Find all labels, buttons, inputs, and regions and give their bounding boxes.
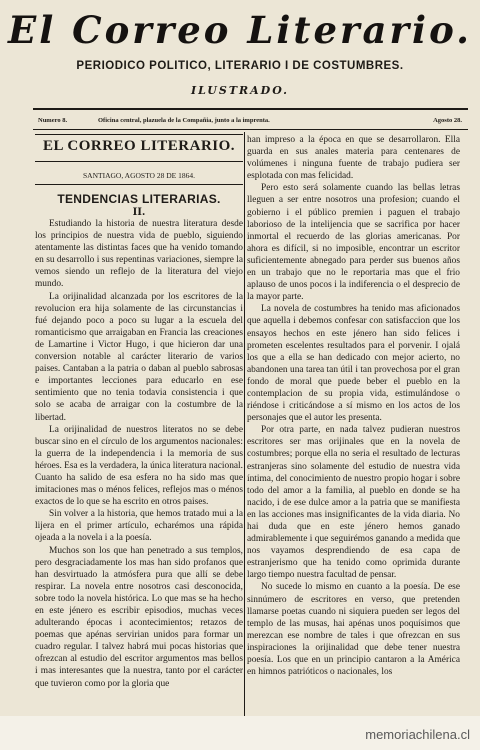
paragraph: Por otra parte, en nada talvez pudieran nuestros escritores ser mas orijinales que en la novela de costumbres; porque ella no seria el resultado de lecturas estranjeras sino solamente del estudio de nuestra vida íntima, del conocimiento de nuestro propio hogar i sobre todo del amor a la familia, al pueblo en donde se ha nacido, i de ese dulce amor a la patria que se manifiesta en las acciones mas insignificantes de la vida diaria. No hai duda que en este jénero hemos ganado admirablemente i que seguirémos ganando a medida que nos vayamos desprendiendo de esa capa de estranjerismo que ha tenido como oprimida durante largo tiempo nuestra facultad de pensar. [247,425,460,581]
paragraph: han impreso a la época en que se desarrollaron. Ella guarda en sus anales materia para centenares de volúmenes i ninguna fuente de trabajo pudiera ser esplotada con mas felicidad. [247,135,460,182]
issue-date: Agosto 28. [433,117,462,124]
left-body-text [35,218,243,690]
paragraph: Muchos son los que han penetrado a sus templos, pero desgraciadamente los mas han sido profanos que han desvirtuado la atmósfera pura que allí se debe respirar. La novela entre nosotros casi desconocida, sobre todo la novela histórica. Lo que mas se ha hecho en este jénero es escribir episodios, muchas veces adulterando épocas i acontecimientos; retazos de poemas que apénas servirian unidos para formar un cuadro regular. I talvez habrá mui pocas historias que ofrezcan al estudio del escritor argumentos mas bellos i mas interesantes que la nuestra, tanto por el carácter que tuvieron como por la gloria que [35,545,243,689]
paragraph: La orijinalidad alcanzada por los escritores de la revolucion era hija solamente de las circunstancias i fué dejando poco a poco su lugar a la escuela del romanticismo que arraigaban en Francia las creaciones de Lamartine i Victor Hugo, i que hicieron dar una conversion notable al carácter literario de varios paises. Cantaban a la patria o daban al pueblo sabrosas e importantes lecciones para educarlo en ese sentimiento que no tenia todavia consistencia i que solo se acaba de arraigar con la costumbre de la libertad. [35,291,243,423]
dateline: SANTIAGO, AGOSTO 28 DE 1864. [83,171,195,180]
paragraph: No sucede lo mismo en cuanto a la poesía. De ese sinnúmero de escritores en verso, que pretenden llamarse poetas cuando ni siquiera pueden ser legos del templo de las musas, hai apénas unos poquísimos que merezcan ese nombre de tales i que ofrezcan en sus inspiraciones la orijinalidad que debe tener nuestra poesía. Los que en un principio cantaron a la América en himnos patrióticos o nacionales, los [247,582,460,678]
dateline-rule [35,184,243,185]
masthead-tagline: ILUSTRADO. [191,84,289,97]
column-divider [244,132,245,732]
info-bottom-rule [33,129,468,130]
right-body-text [247,134,460,678]
paragraph: La orijinalidad de nuestros literatos no se debe buscar sino en el círculo de los argumentos nacionales: la guerra de la independencia i la memoria de sus héroes. Esa es la verdadera, la única literatura nacional. Cuanto ha salido de esa esfera no ha sido mas que imitaciones mas o ménos felices, reflejos mas o ménos exactos de lo que se ha escrito en otros paises. [35,424,243,508]
right-column [247,134,460,732]
paragraph: La novela de costumbres ha tenido mas aficionados que aquella i debemos confesar con satisfaccion que los ensayos hechos en este jénero han sido felices i prometen escelentes resultados para el porvenir. I ojalá los que a ella se han dedicado con mejor acierto, no abandonen una tarea tan útil i tan provechosa por el gran fondo de moral que puede beber el pueblo en la contemplacion de su propia vida, estimulándose o riéndose i criticándose a sí mismo en los actos de los personajes que el autor les presenta. [247,304,460,424]
office-address: Oficina central, plazuela de la Compañia, junto a la imprenta. [98,117,270,124]
section-title: EL CORREO LITERARIO. [42,138,236,154]
top-rule [33,108,468,110]
masthead-subtitle: PERIODICO POLITICO, LITERARIO I DE COSTUMBRES. [76,60,404,72]
article-number: II. [132,207,146,218]
paragraph: Estudiando la historia de nuestra literatura desde los principios de nuestra vida de pueblo, siguiendo atentamente las distintas faces que ha venido tomando en su desarrollo i sus repentinas variaciones, siempre la vemos siendo un reflejo de la literatura del viejo mundo. [35,219,244,290]
issue-number: Numero 8. [38,117,68,124]
section-top-rule [35,134,243,135]
masthead-title: El Correo Literario. [8,8,472,52]
section-rule [35,161,243,162]
issue-info-bar [38,114,462,128]
footer-brand-logo[interactable]: memoriachilena.cl [365,727,470,742]
paragraph: Pero esto será solamente cuando las bellas letras lleguen a ser entre nosotros una profesion; cuando el gobierno i el público premien i paguen el trabajo laborioso de la intelijencia que se sacrifica por hacer inmortal el recuerdo de las glorias americanas. Por ahora es difícil, si no imposible, encontrar un escritor suficientemente abnegado para perder sus buenos años en un trabajo que no le reportaria mas que el frio aplauso de unos pocos i la indiferencia o el desprecio de la mayor parte. [247,183,460,303]
paragraph: Sin volver a la historia, que hemos tratado mui a la lijera en el primer artículo, echarémos una rápida ojeada a la novela i a la poesía. [35,509,243,544]
left-column [35,134,243,732]
article-title: TENDENCIAS LITERARIAS. [57,192,221,206]
